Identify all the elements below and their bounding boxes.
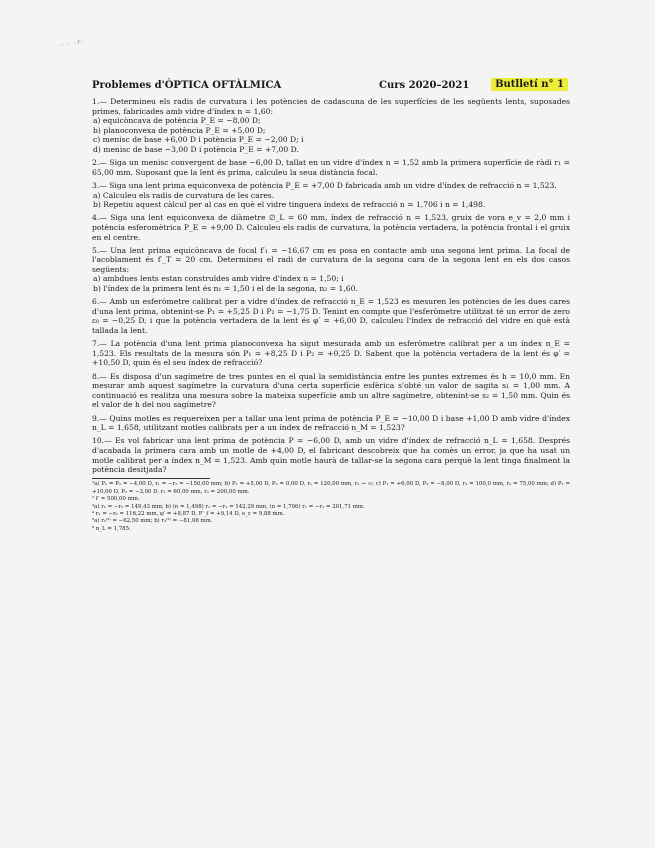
problem-statement: 7.— La potència d'una lent prima planoconvexa ha sigut mesurada amb un esferòmetre calibrat per a un índex n_E = 1,523. Els resultats de la mesura són P₁ = +8,25 D i P₂ = +0,25 D. Sabent que la potència vertadera de la lent és φ′ = +10,50 D, quin és el seu índex de refracció? (92, 339, 570, 368)
problem-statement: 9.— Quins motles es requereixen per a tallar una lent prima de potència P_E = −10,00 D i base +1,00 D amb vidre d'índex n_L = 1,658, utilitzant motles calibrats per a un índex de refracció n_M = 1,523? (92, 413, 570, 433)
problem-7 (92, 339, 570, 368)
problem-subitem: a) Calculeu els radis de curvatura de les cares. (93, 190, 275, 200)
problem-statement: 8.— Es disposa d'un sagímetre de tres puntes en el qual la semidistància entre les puntes extremes és h = 10,0 mm. En mesurar amb aquest sagímetre la curvatura d'una certa superfície esfèrica s'obté un valor de sagita s₁ = 1,00 mm. A continuació es realitza una mesura sobre la mateixa superfície amb un altre sagímetre, obtenint-se s₂ = 1,50 mm. Quin és el valor de h del nou sagímetre? (92, 371, 570, 410)
problem-3 (92, 181, 570, 210)
problem-5 (92, 246, 570, 294)
page-header (92, 78, 570, 96)
problem-statement: 3.— Siga una lent prima equiconvexa de potència P_E = +7,00 D fabricada amb un vidre d'índex de refracció n = 1,523. (92, 180, 557, 190)
problem-1 (92, 97, 570, 155)
course-year: Curs 2020–2021 (379, 80, 470, 91)
problem-statement: 4.— Siga una lent equiconvexa de diàmetre ∅_L = 60 mm, índex de refracció n = 1,523, gruix de vora e_v = 2,0 mm i potència esferomètrica P_E = +9,00 D. Calculeu els radis de curvatura, la potència vertadera, la potència frontal i el gruix en el centre. (92, 213, 570, 242)
footnote-3: ³a) r₁ = −r₂ = 149,43 mm; b) (n = 1,498) r₁ = −r₂ = 142,29 mm, (n = 1,706) r₁ = −r₂ = 201,71 mm. (92, 503, 365, 510)
problem-subitem: b) Repetiu aquest càlcul per al cas en què el vidre tinguera índexs de refracció n = 1,706 i n = 1,498. (93, 200, 486, 210)
problem-statement: 5.— Una lent prima equicòncava de focal f′₁ = −16,67 cm es posa en contacte amb una segona lent prima. La focal de l'acoblament és f′_T = 20 cm. Determineu el radi de curvatura de la segona cara de la segona lent en els dos casos següents: (92, 245, 570, 274)
problem-2 (92, 158, 570, 177)
problem-4 (92, 213, 570, 242)
bulletin-number: Butlletí n° 1 (491, 78, 568, 91)
problem-9 (92, 414, 570, 433)
problem-subitem: b) l'índex de la primera lent és n₁ = 1,50 i el de la segona, n₂ = 1,60. (93, 284, 358, 294)
problem-subitem: c) menisc de base +6,00 D i potència P_E = −2,00 D; i (93, 135, 304, 145)
problem-8 (92, 372, 570, 410)
scan-marks: ·· · ·²· (57, 38, 85, 50)
document-page (92, 78, 570, 533)
problem-statement: 10.— Es vol fabricar una lent prima de potència P = −6,00 D, amb un vidre d'índex de refracció n_L = 1,658. Després d'acabada la primera cara amb un motle de +4,00 D, el fabricant descobreix que ha comès un error, ja que ha usat un motle calibrat per a índex n_M = 1,523. Amb quin motle haurà de tallar-se la segona cara perquè la lent tinga finalment la potència desitjada? (92, 436, 570, 475)
footnote-4: ⁴ r₁ = −r₂ = 116,22 mm, φ′ = +8,87 D, P′_f = +9,14 D, e_c = 9,88 mm. (92, 510, 285, 517)
footnotes (92, 481, 570, 533)
problem-subitem: a) ambdues lents estan construïdes amb vidre d'índex n = 1,50; i (93, 274, 344, 284)
problem-list (92, 97, 570, 475)
problem-statement: 2.— Siga un menisc convergent de base −6,00 D, tallat en un vidre d'índex n = 1,52 amb la primera superfície de ràdi r₁ = 65,00 mm. Suposant que la lent és prima, calculeu la seua distància focal. (92, 158, 570, 177)
footnote-6: ⁶ n_L = 1,785. (92, 525, 131, 532)
document-title: Problemes d'ÒPTICA OFTÀLMICA (92, 80, 282, 91)
problem-statement: 1.— Determineu els radis de curvatura i les potències de cadascuna de les superfícies de les següents lents, suposades primes, fabricades amb vidre d'índex n = 1,60: (92, 97, 570, 116)
footnote-1: ¹a) P₁ = P₂ = −4,00 D, r₁ = −r₂ = −150,00 mm; b) P₁ = +5,00 D, P₂ = 0,00 D, r₁ = 120,00 mm, r₂ → ∞; c) P₁ = +6,00 D, P₂ = −8,00 D, r₁ = 100,0 mm, r₂ = 75,00 mm; d) P₁ = +10,00 D, P₂ = −3,00 D, r₁ = 60,00 mm, r₂ = 200,00 mm. (92, 481, 570, 495)
footnote-5: ⁵a) r₂⁽²⁾ = −62,50 mm; b) r₂⁽²⁾ = −81,08 mm. (92, 518, 213, 525)
problem-subitem: b) planoconvexa de potència P_E = +5,00 D; (93, 125, 266, 135)
problem-subitem: a) equicòncava de potència P_E = −8,00 D; (93, 116, 261, 126)
problem-10 (92, 436, 570, 474)
footnote-2: ² f′ = 500,00 mm. (92, 496, 140, 503)
problem-statement: 6.— Amb un esferòmetre calibrat per a vidre d'índex de refracció n_E = 1,523 es mesuren les potències de les dues cares d'una lent prima, obtenint-se P₁ = +5,25 D i P₂ = −1,75 D. Tenint en compte que l'esferòmetre utilitzat té un error de zero ε₀ = −0,25 D, i que la potència vertadera de la lent és φ′ = +6,00 D, calculeu l'índex de refracció del vidre en què està tallada la lent. (92, 297, 570, 336)
problem-subitem: d) menisc de base −3,00 D i potència P_E = +7,00 D. (93, 144, 299, 154)
problem-6 (92, 297, 570, 335)
